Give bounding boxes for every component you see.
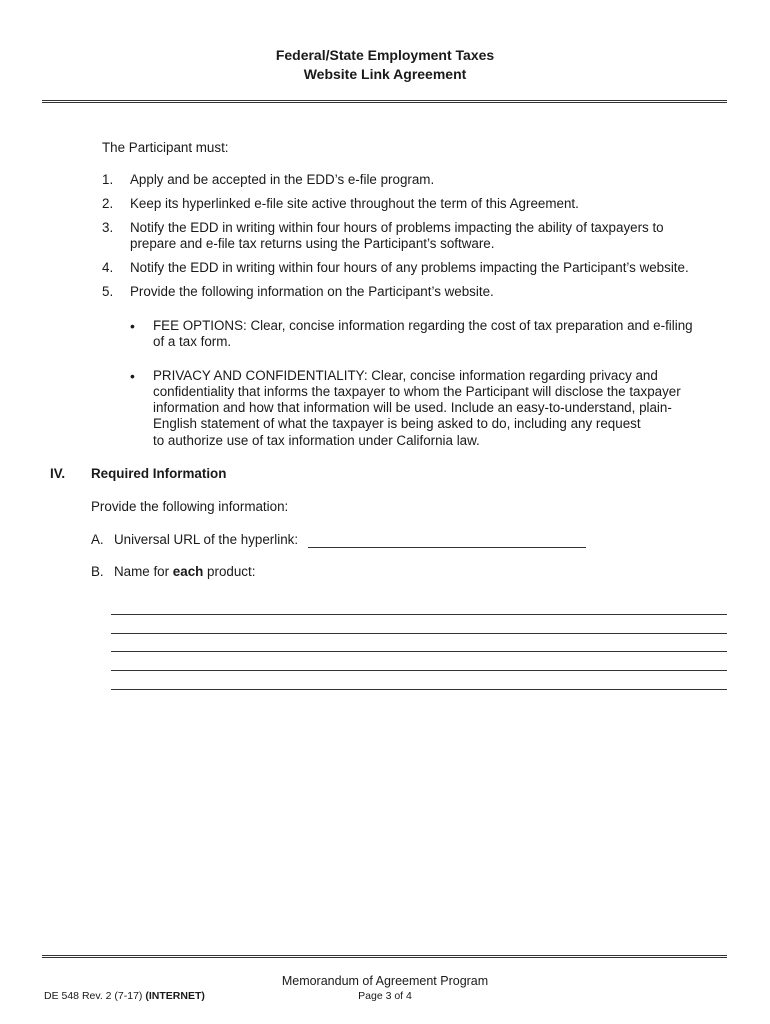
- section-number: IV.: [50, 466, 66, 481]
- requirement-text: prepare and e-file tax returns using the Participant’s software.: [130, 236, 495, 251]
- requirement-number: 5.: [102, 284, 114, 299]
- product-name-line[interactable]: [111, 670, 727, 671]
- product-name-label: Name for each product:: [114, 564, 256, 579]
- header-divider: [42, 100, 727, 103]
- section-instruction: Provide the following information:: [91, 499, 289, 514]
- footer-program: Memorandum of Agreement Program: [281, 974, 489, 988]
- url-field-label: Universal URL of the hyperlink:: [114, 532, 299, 547]
- requirement-text: Keep its hyperlinked e-file site active throughout the term of this Agreement.: [130, 196, 579, 211]
- bullet-text: PRIVACY AND CONFIDENTIALITY: Clear, concise information regarding privacy and: [153, 368, 658, 383]
- requirement-number: 1.: [102, 172, 114, 187]
- product-name-line[interactable]: [111, 689, 727, 690]
- field-a-letter: A.: [91, 532, 104, 547]
- requirement-text: Apply and be accepted in the EDD’s e-file program.: [130, 172, 435, 187]
- requirement-text: Notify the EDD in writing within four hours of any problems impacting the Participant’s website.: [130, 260, 689, 275]
- footer-divider: [42, 955, 727, 958]
- section-heading: Required Information: [91, 466, 227, 481]
- requirement-text: Provide the following information on the Participant’s website.: [130, 284, 494, 299]
- url-input-line[interactable]: [308, 547, 586, 548]
- footer-page-number: Page 3 of 4: [358, 990, 412, 1002]
- bullet-text: FEE OPTIONS: Clear, concise information regarding the cost of tax preparation and e-filing: [153, 318, 693, 333]
- bullet-text: information and how that information will be used. Include an easy-to-understand, plain-: [153, 400, 672, 415]
- requirement-number: 2.: [102, 196, 114, 211]
- product-name-line[interactable]: [111, 633, 727, 634]
- bullet-text: of a tax form.: [153, 334, 232, 349]
- product-name-line[interactable]: [111, 651, 727, 652]
- product-name-line[interactable]: [111, 614, 727, 615]
- bullet-text: English statement of what the taxpayer is being asked to do, including any request: [153, 416, 641, 431]
- bullet-icon: •: [130, 318, 135, 334]
- page-title-line2: Website Link Agreement: [303, 66, 467, 82]
- footer-form-id: DE 548 Rev. 2 (7-17) (INTERNET): [44, 990, 205, 1002]
- page-title-line1: Federal/State Employment Taxes: [275, 47, 495, 63]
- requirement-text: Notify the EDD in writing within four hours of problems impacting the ability of taxpayers to: [130, 220, 664, 235]
- intro-text: The Participant must:: [102, 140, 229, 155]
- bullet-text: confidentiality that informs the taxpayer to whom the Participant will disclose the taxpayer: [153, 384, 681, 399]
- requirement-number: 3.: [102, 220, 114, 235]
- bullet-text: to authorize use of tax information under California law.: [153, 433, 480, 448]
- field-b-letter: B.: [91, 564, 104, 579]
- bullet-icon: •: [130, 368, 135, 384]
- requirement-number: 4.: [102, 260, 114, 275]
